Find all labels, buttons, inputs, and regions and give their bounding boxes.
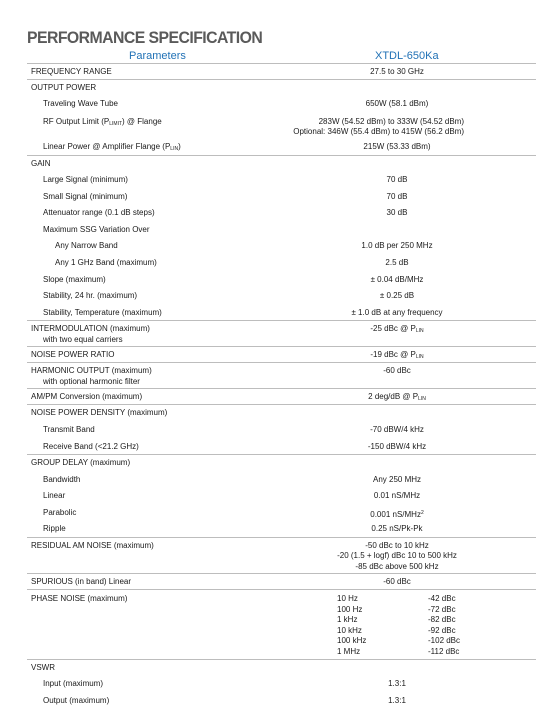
- page-title: PERFORMANCE SPECIFICATION: [27, 28, 263, 47]
- twt-value: 650W (58.1 dBm): [365, 99, 429, 108]
- residual-am-value-2: -20 (1.5 + logf) dBc 10 to 500 kHz: [337, 551, 457, 560]
- phase-noise-level: -82 dBc: [428, 615, 456, 624]
- divider: [27, 320, 536, 321]
- divider: [27, 659, 536, 660]
- max-ssg-label: Maximum SSG Variation Over: [43, 225, 150, 234]
- phase-noise-freq: 1 MHz: [337, 646, 361, 656]
- phase-noise-freq: 10 kHz: [337, 625, 362, 635]
- frequency-range-value: 27.5 to 30 GHz: [370, 67, 424, 76]
- linear-label: Linear: [43, 491, 66, 500]
- residual-am-value-3: -85 dBc above 500 kHz: [355, 562, 439, 571]
- rf-output-limit-label: RF Output Limit $(P_{LIMIT})$ @ Flange: [43, 117, 162, 127]
- divider: [27, 63, 536, 64]
- transmit-band-value: -70 dBW/4 kHz: [370, 425, 424, 434]
- model-header: XTDL-650Ka: [375, 50, 439, 62]
- twt-label: Traveling Wave Tube: [43, 99, 118, 108]
- narrow-band-value: 1.0 dB per 250 MHz: [361, 241, 433, 250]
- phase-noise-frequencies: [337, 594, 366, 657]
- harmonic-label: HARMONIC OUTPUT (maximum): [31, 366, 152, 375]
- ghz-band-value: 2.5 dB: [385, 258, 409, 267]
- bandwidth-label: Bandwidth: [43, 475, 81, 484]
- stability-temp-value: ± 1.0 dB at any frequency: [351, 308, 443, 317]
- npd-label: NOISE POWER DENSITY (maximum): [31, 408, 168, 417]
- residual-am-label: RESIDUAL AM NOISE (maximum): [31, 541, 154, 550]
- bandwidth-value: Any 250 MHz: [372, 475, 422, 484]
- divider: [27, 79, 536, 80]
- small-signal-value: 70 dB: [386, 192, 408, 201]
- residual-am-value-1: -50 dBc to 10 kHz: [365, 541, 429, 550]
- slope-label: Slope (maximum): [43, 275, 106, 284]
- receive-band-value: -150 dBW/4 kHz: [367, 442, 427, 451]
- phase-noise-level: -72 dBc: [428, 604, 456, 614]
- phase-noise-level: -42 dBc: [428, 594, 456, 603]
- harmonic-value: -60 dBc: [383, 366, 411, 375]
- spurious-value: -60 dBc: [383, 577, 411, 586]
- npr-label: NOISE POWER RATIO: [31, 350, 115, 359]
- spurious-label: SPURIOUS (in band) Linear: [31, 577, 132, 586]
- large-signal-label: Large Signal (minimum): [43, 175, 128, 184]
- phase-noise-freq: 100 Hz: [337, 604, 363, 614]
- rf-output-limit-optional: Optional: 346W (55.4 dBm) to 415W (56.2 dBm): [293, 127, 464, 136]
- linear-value: 0.01 nS/MHz: [373, 491, 421, 500]
- divider: [27, 346, 536, 347]
- vswr-output-value: 1.3:1: [388, 696, 406, 705]
- ripple-value: 0.25 nS/Pk-Pk: [371, 524, 423, 533]
- divider: [27, 155, 536, 156]
- stability-24hr-value: ± 0.25 dB: [379, 291, 415, 300]
- transmit-band-label: Transmit Band: [43, 425, 95, 434]
- vswr-input-value: 1.3:1: [388, 679, 406, 688]
- phase-noise-freq: 100 kHz: [337, 636, 367, 645]
- frequency-range-label: FREQUENCY RANGE: [31, 67, 112, 76]
- phase-noise-label: PHASE NOISE (maximum): [31, 594, 128, 603]
- parabolic-value: 0.001 nS/MHz$^2$: [370, 510, 424, 519]
- ghz-band-label: Any 1 GHz Band (maximum): [55, 258, 157, 267]
- phase-noise-freq: 10 Hz: [337, 594, 358, 603]
- intermodulation-value: -25 dBc @ $P_{LIN}$: [370, 324, 424, 334]
- phase-noise-level: -102 dBc: [428, 636, 461, 645]
- ampm-value: 2 deg/dB @ $P_{LIN}$: [368, 392, 426, 402]
- vswr-input-label: Input (maximum): [43, 679, 104, 688]
- narrow-band-label: Any Narrow Band: [55, 241, 118, 250]
- parameters-header: Parameters: [129, 50, 186, 62]
- stability-24hr-label: Stability, 24 hr. (maximum): [43, 291, 138, 300]
- slope-value: ± 0.04 dB/MHz: [370, 275, 424, 284]
- divider: [27, 362, 536, 363]
- stability-temp-label: Stability, Temperature (maximum): [43, 308, 162, 317]
- phase-noise-level: -92 dBc: [428, 625, 456, 635]
- intermodulation-label: INTERMODULATION (maximum): [31, 324, 150, 333]
- divider: [27, 388, 536, 389]
- small-signal-label: Small Signal (minimum): [43, 192, 128, 201]
- attenuator-label: Attenuator range (0.1 dB steps): [43, 208, 155, 217]
- npr-value: -19 dBc @ $P_{LIN}$: [370, 350, 424, 360]
- intermodulation-sublabel: with two equal carriers: [43, 335, 123, 344]
- phase-noise-freq: 1 kHz: [337, 615, 358, 624]
- phase-noise-levels: [428, 594, 460, 657]
- divider: [27, 589, 536, 590]
- ripple-label: Ripple: [43, 524, 66, 533]
- vswr-output-label: Output (maximum): [43, 696, 110, 705]
- linear-power-label: Linear Power @ Amplifier Flange $(P_{LIN})$: [43, 142, 181, 152]
- rf-output-limit-value: 283W (54.52 dBm) to 333W (54.52 dBm): [318, 117, 464, 126]
- harmonic-sublabel: with optional harmonic filter: [43, 377, 140, 386]
- vswr-label: VSWR: [31, 663, 55, 672]
- gain-label: GAIN: [31, 159, 51, 168]
- attenuator-value: 30 dB: [386, 208, 408, 217]
- divider: [27, 573, 536, 574]
- output-power-label: OUTPUT POWER: [31, 83, 97, 92]
- divider: [27, 454, 536, 455]
- group-delay-label: GROUP DELAY (maximum): [31, 458, 131, 467]
- large-signal-value: 70 dB: [386, 175, 408, 184]
- ampm-label: AM/PM Conversion (maximum): [31, 392, 143, 401]
- divider: [27, 404, 536, 405]
- receive-band-label: Receive Band (<21.2 GHz): [43, 442, 139, 451]
- phase-noise-level: -112 dBc: [428, 646, 460, 656]
- divider: [27, 537, 536, 538]
- parabolic-label: Parabolic: [43, 508, 77, 517]
- linear-power-value: 215W (53.33 dBm): [363, 142, 431, 151]
